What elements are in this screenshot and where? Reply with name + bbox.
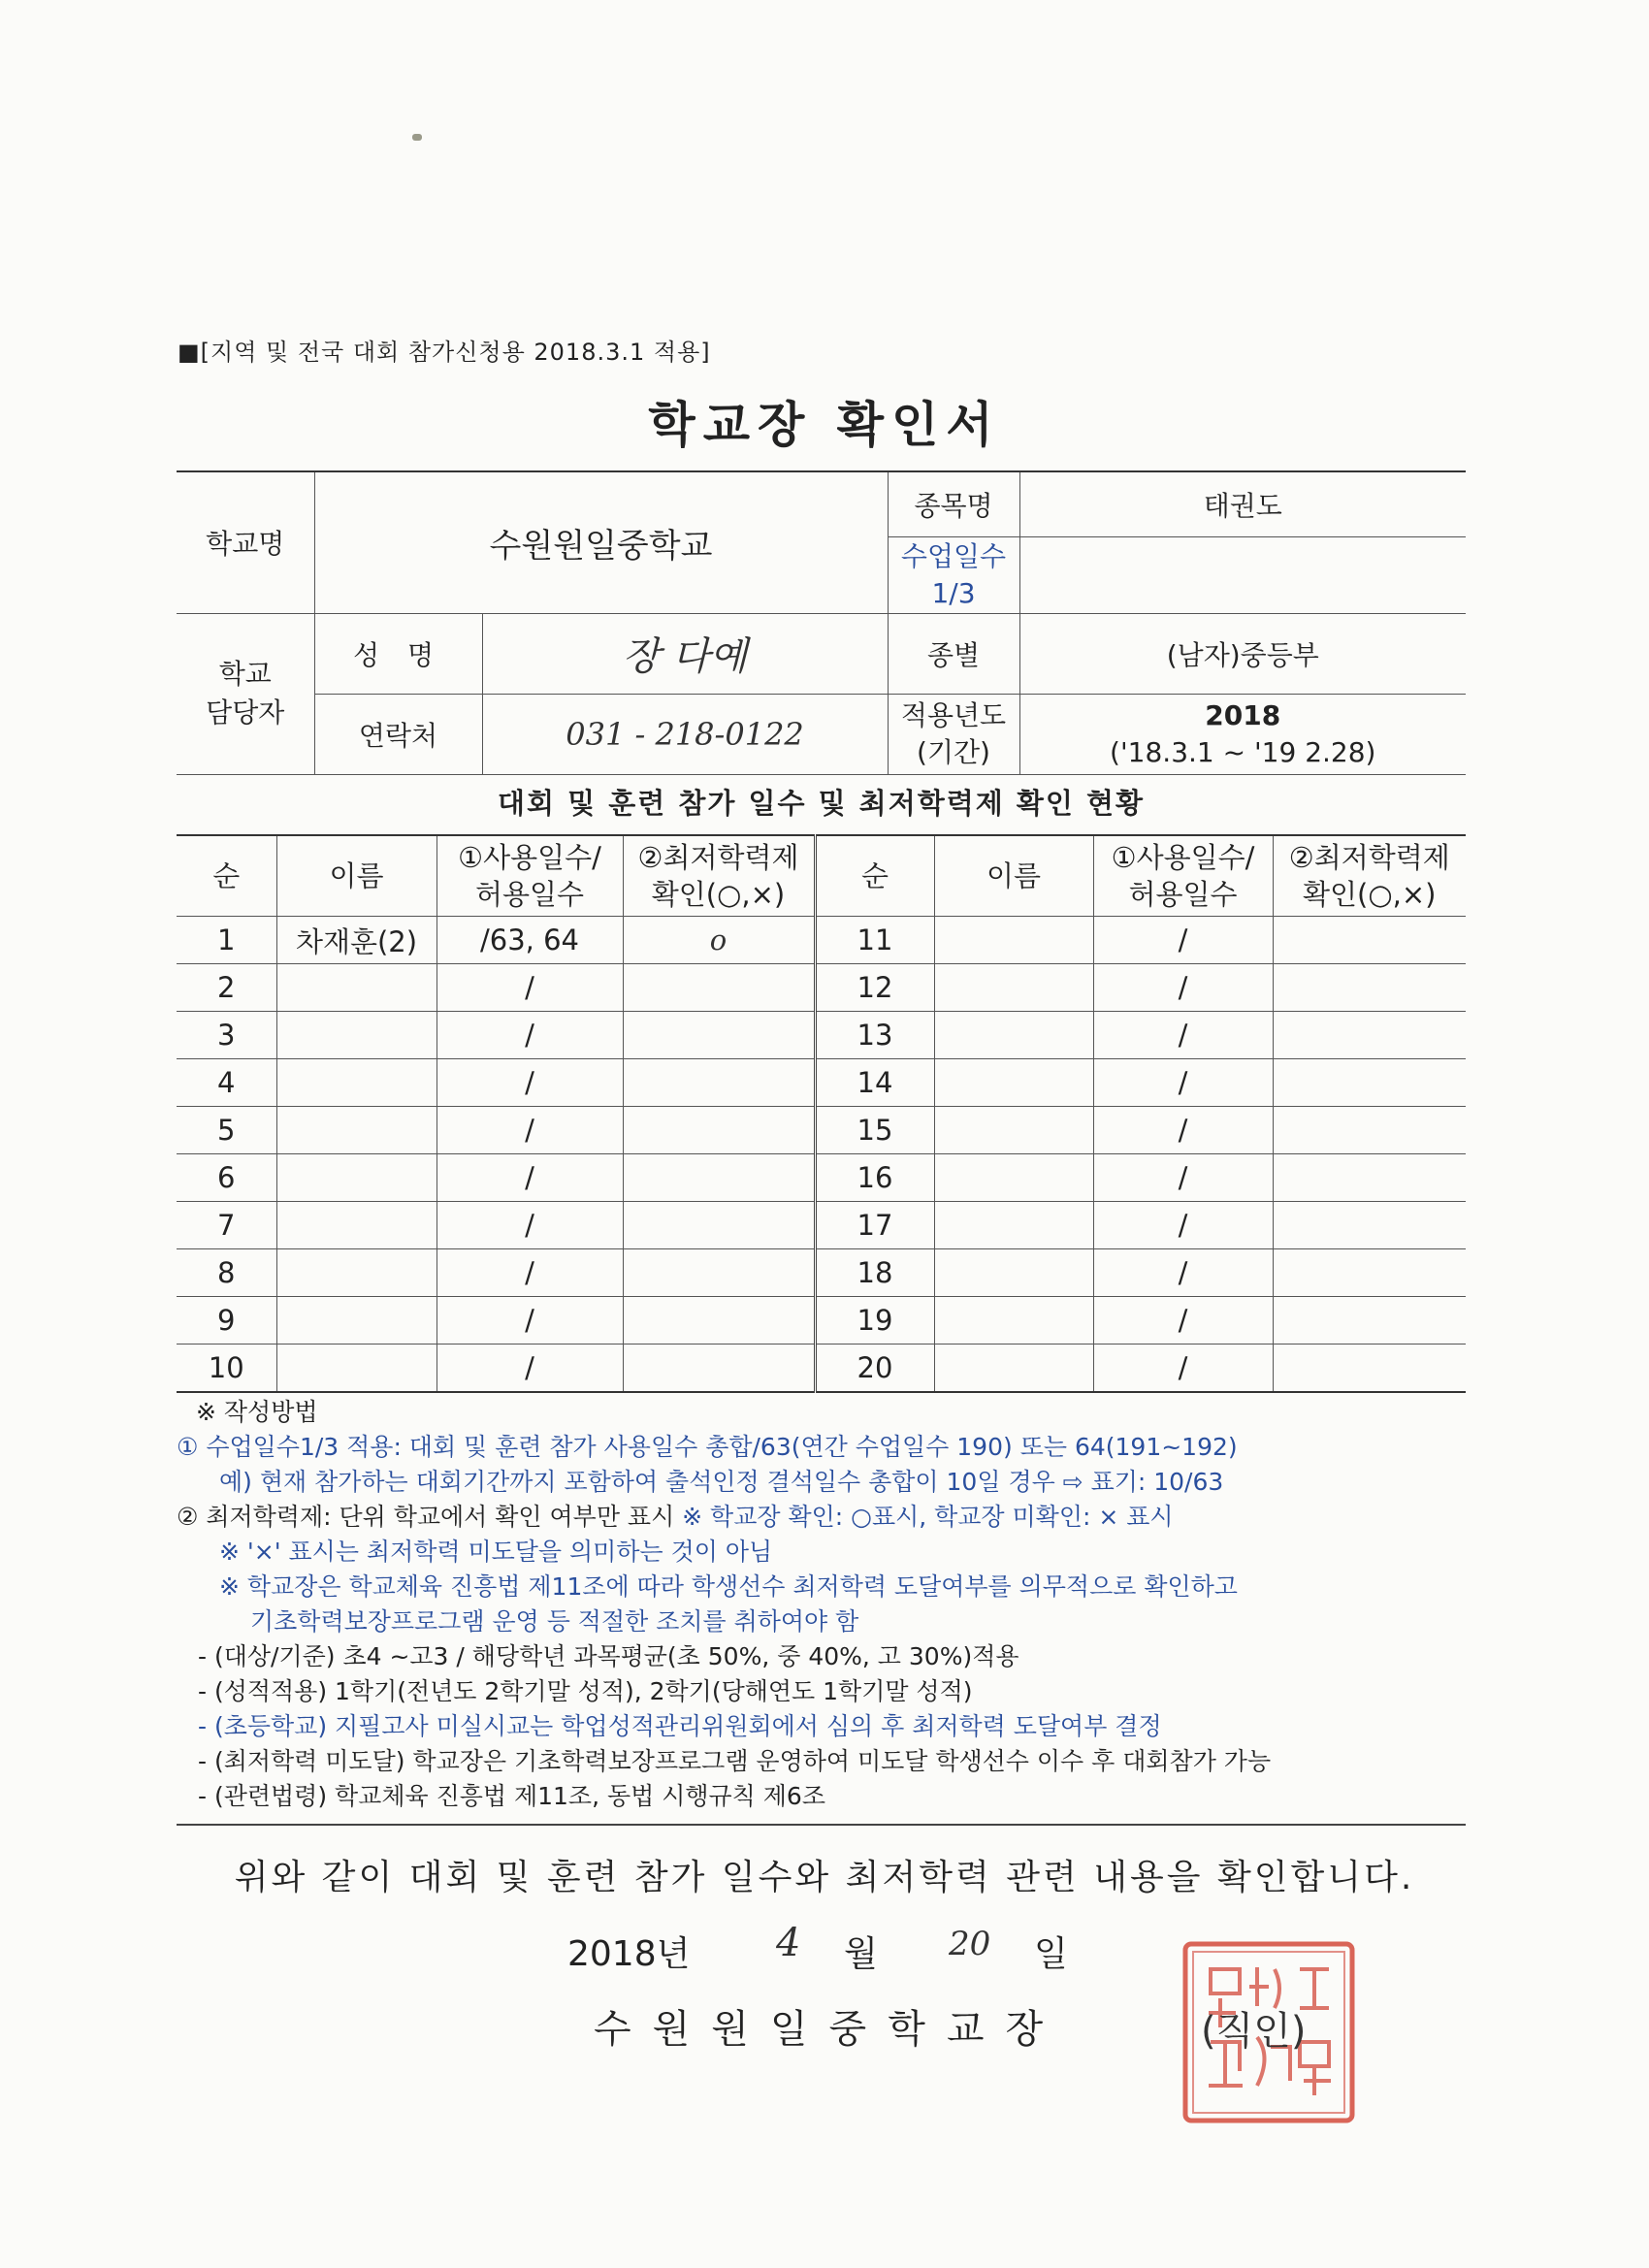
col-min-left-line2: 확인(○,×) — [651, 878, 786, 911]
row-name-left — [276, 1249, 436, 1297]
manager-label — [177, 613, 314, 774]
row-name-right — [934, 1012, 1093, 1059]
row-days-left: /63, 64 — [436, 917, 623, 964]
row-days-right: / — [1093, 1012, 1273, 1059]
school-days-label-line1: 수업일수 — [900, 539, 1007, 572]
row-days-left: / — [436, 1249, 623, 1297]
row-check-right — [1273, 1059, 1466, 1107]
row-check-right — [1273, 917, 1466, 964]
row-no-left: 1 — [177, 917, 276, 964]
category-label: 종별 — [888, 613, 1019, 694]
row-no-left: 5 — [177, 1107, 276, 1154]
row-name-left — [276, 964, 436, 1012]
row-name-right — [934, 1297, 1093, 1345]
row-no-left: 8 — [177, 1249, 276, 1297]
row-days-left: / — [436, 1059, 623, 1107]
date-day: 20 — [949, 1925, 991, 1963]
note-2d: 기초학력보장프로그램 운영 등 적절한 조치를 취하여야 함 — [250, 1607, 859, 1636]
scan-speck — [412, 134, 422, 141]
detail-1: - (대상/기준) 초4 ~고3 / 해당학년 과목평균(초 50%, 중 40%, 고 30%)적용 — [198, 1642, 1019, 1670]
row-name-left — [276, 1202, 436, 1249]
date-year: 2018년 — [567, 1934, 691, 1974]
row-no-left: 2 — [177, 964, 276, 1012]
table-row — [177, 1012, 1466, 1059]
row-name-left — [276, 1012, 436, 1059]
period-value: ('18.3.1 ~ '19 2.28) — [1110, 735, 1376, 768]
col-days-left — [436, 835, 623, 917]
row-days-right: / — [1093, 917, 1273, 964]
row-name-right — [934, 1154, 1093, 1202]
table-row — [177, 917, 1466, 964]
table-row — [177, 1059, 1466, 1107]
col-no-left: 순 — [177, 835, 276, 917]
row-check-right — [1273, 964, 1466, 1012]
col-min-left — [623, 835, 815, 917]
detail-2: - (성적적용) 1학기(전년도 2학기말 성적), 2학기(당해연도 1학기말 성적) — [198, 1677, 973, 1705]
name-value: 장 다예 — [482, 613, 888, 694]
year-label-line2: (기간) — [917, 735, 990, 768]
note-2a-blue: ※ 학교장 확인: ○표시, 학교장 미확인: × 표시 — [674, 1503, 1174, 1531]
instructions — [177, 1395, 1476, 1814]
row-name-left — [276, 1107, 436, 1154]
col-days-right-line2: 허용일수 — [1128, 878, 1238, 911]
row-days-left: / — [436, 1297, 623, 1345]
row-no-right: 17 — [815, 1202, 934, 1249]
note-1a: ① 수업일수1/3 적용: 대회 및 훈련 참가 사용일수 총합/63(연간 수업일수 190) 또는 64(191~192) — [177, 1433, 1238, 1461]
seal-label: (직인) — [1201, 2009, 1307, 2054]
header-tag: ■[지역 및 전국 대회 참가신청용 2018.3.1 적용] — [178, 339, 711, 366]
row-no-right: 15 — [815, 1107, 934, 1154]
row-check-left — [623, 1297, 815, 1345]
row-no-right: 14 — [815, 1059, 934, 1107]
col-no-right: 순 — [815, 835, 934, 917]
col-days-left-line2: 허용일수 — [474, 878, 585, 911]
row-name-left — [276, 1059, 436, 1107]
divider — [177, 1824, 1466, 1826]
confirm-text: 위와 같이 대회 및 훈련 참가 일수와 최저학력 관련 내용을 확인합니다. — [234, 1858, 1415, 1897]
row-name-left: 차재훈(2) — [276, 917, 436, 964]
row-days-right: / — [1093, 964, 1273, 1012]
table-row — [177, 1107, 1466, 1154]
row-days-right: / — [1093, 1297, 1273, 1345]
participation-rows — [177, 917, 1466, 1393]
table-row — [177, 964, 1466, 1012]
row-name-right — [934, 1249, 1093, 1297]
row-no-left: 4 — [177, 1059, 276, 1107]
year-label-line1: 적용년도 — [900, 698, 1007, 731]
school-label: 학교명 — [177, 471, 314, 613]
year-label — [888, 694, 1019, 774]
row-name-right — [934, 1202, 1093, 1249]
col-days-left-line1: ①사용일수/ — [458, 841, 601, 874]
col-min-left-line1: ②최저학력제 — [637, 841, 799, 874]
row-days-left: / — [436, 1345, 623, 1393]
row-days-left: / — [436, 1154, 623, 1202]
row-no-left: 10 — [177, 1345, 276, 1393]
school-days-value — [1019, 536, 1466, 613]
table-row — [177, 1345, 1466, 1393]
row-days-left: / — [436, 1012, 623, 1059]
date-month-label: 월 — [844, 1934, 878, 1974]
participation-table — [177, 834, 1466, 1393]
date-month: 4 — [776, 1921, 801, 1965]
row-days-right: / — [1093, 1249, 1273, 1297]
row-no-left: 6 — [177, 1154, 276, 1202]
detail-5: - (관련법령) 학교체육 진흥법 제11조, 동법 시행규칙 제6조 — [198, 1782, 825, 1810]
row-check-left: o — [623, 917, 815, 964]
row-check-right — [1273, 1297, 1466, 1345]
row-days-right: / — [1093, 1202, 1273, 1249]
contact-label: 연락처 — [314, 694, 482, 774]
row-name-right — [934, 964, 1093, 1012]
col-days-right — [1093, 835, 1273, 917]
date-day-label: 일 — [1034, 1934, 1068, 1974]
row-check-left — [623, 1154, 815, 1202]
row-name-right — [934, 1107, 1093, 1154]
col-min-right-line1: ②최저학력제 — [1288, 841, 1450, 874]
row-no-left: 7 — [177, 1202, 276, 1249]
row-name-right — [934, 1345, 1093, 1393]
detail-4: - (최저학력 미도달) 학교장은 기초학력보장프로그램 운영하여 미도달 학생선수 이수 후 대회참가 가능 — [198, 1747, 1272, 1775]
row-name-left — [276, 1297, 436, 1345]
table-row — [177, 1297, 1466, 1345]
row-name-left — [276, 1154, 436, 1202]
row-no-left: 3 — [177, 1012, 276, 1059]
row-check-left — [623, 1345, 815, 1393]
row-no-right: 16 — [815, 1154, 934, 1202]
row-days-left: / — [436, 964, 623, 1012]
row-no-right: 13 — [815, 1012, 934, 1059]
note-2c: ※ 학교장은 학교체육 진흥법 제11조에 따라 학생선수 최저학력 도달여부를 의무적으로 확인하고 — [219, 1572, 1238, 1601]
row-check-left — [623, 1059, 815, 1107]
school-days-label — [888, 536, 1019, 613]
table-row — [177, 1202, 1466, 1249]
row-check-left — [623, 1107, 815, 1154]
note-2a-line — [177, 1500, 1476, 1535]
school-value: 수원원일중학교 — [314, 471, 888, 613]
table-row — [177, 1154, 1466, 1202]
row-days-left: / — [436, 1202, 623, 1249]
table-row — [177, 1249, 1466, 1297]
row-no-right: 19 — [815, 1297, 934, 1345]
row-check-left — [623, 1012, 815, 1059]
manager-label-line2: 담당자 — [206, 697, 285, 729]
row-check-right — [1273, 1249, 1466, 1297]
year-value-cell — [1019, 694, 1466, 774]
row-no-left: 9 — [177, 1297, 276, 1345]
col-days-right-line1: ①사용일수/ — [1111, 841, 1255, 874]
note-2b: ※ '×' 표시는 최저학력 미도달을 의미하는 것이 아님 — [219, 1538, 773, 1566]
row-name-right — [934, 1059, 1093, 1107]
category-value: (남자)중등부 — [1019, 613, 1466, 694]
school-info-table — [177, 470, 1466, 775]
manager-label-line1: 학교 — [218, 658, 272, 690]
note-2a: ② 최저학력제: 단위 학교에서 확인 여부만 표시 — [177, 1503, 675, 1531]
col-min-right — [1273, 835, 1466, 917]
year-value: 2018 — [1205, 698, 1281, 731]
page-title: 학교장 확인서 — [648, 397, 1001, 453]
notes-heading: ※ 작성방법 — [196, 1398, 318, 1426]
row-no-right: 12 — [815, 964, 934, 1012]
row-no-right: 18 — [815, 1249, 934, 1297]
detail-3: - (초등학교) 지필고사 미실시교는 학업성적관리위원회에서 심의 후 최저학력 도달여부 결정 — [198, 1712, 1162, 1740]
note-1b: 예) 현재 참가하는 대회기간까지 포함하여 출석인정 결석일수 총합이 10일 경우 ⇨ 표기: 10/63 — [219, 1468, 1224, 1496]
principal-name: 수원원일중학교장 — [594, 2007, 1065, 2052]
row-check-right — [1273, 1345, 1466, 1393]
school-days-label-line2: 1/3 — [931, 576, 976, 609]
row-check-right — [1273, 1107, 1466, 1154]
col-min-right-line2: 확인(○,×) — [1303, 878, 1437, 911]
row-check-right — [1273, 1202, 1466, 1249]
row-days-left: / — [436, 1107, 623, 1154]
name-label: 성 명 — [314, 613, 482, 694]
section-title: 대회 및 훈련 참가 일수 및 최저학력제 확인 현황 — [497, 787, 1146, 820]
contact-value: 031 - 218-0122 — [482, 694, 888, 774]
row-name-right — [934, 917, 1093, 964]
row-days-right: / — [1093, 1154, 1273, 1202]
row-check-left — [623, 1249, 815, 1297]
row-days-right: / — [1093, 1345, 1273, 1393]
row-days-right: / — [1093, 1107, 1273, 1154]
col-name-left: 이름 — [276, 835, 436, 917]
col-name-right: 이름 — [934, 835, 1093, 917]
row-check-left — [623, 964, 815, 1012]
row-check-right — [1273, 1154, 1466, 1202]
row-no-right: 20 — [815, 1345, 934, 1393]
event-value: 태권도 — [1019, 471, 1466, 536]
row-name-left — [276, 1345, 436, 1393]
row-days-right: / — [1093, 1059, 1273, 1107]
row-no-right: 11 — [815, 917, 934, 964]
row-check-left — [623, 1202, 815, 1249]
event-label: 종목명 — [888, 471, 1019, 536]
row-check-right — [1273, 1012, 1466, 1059]
